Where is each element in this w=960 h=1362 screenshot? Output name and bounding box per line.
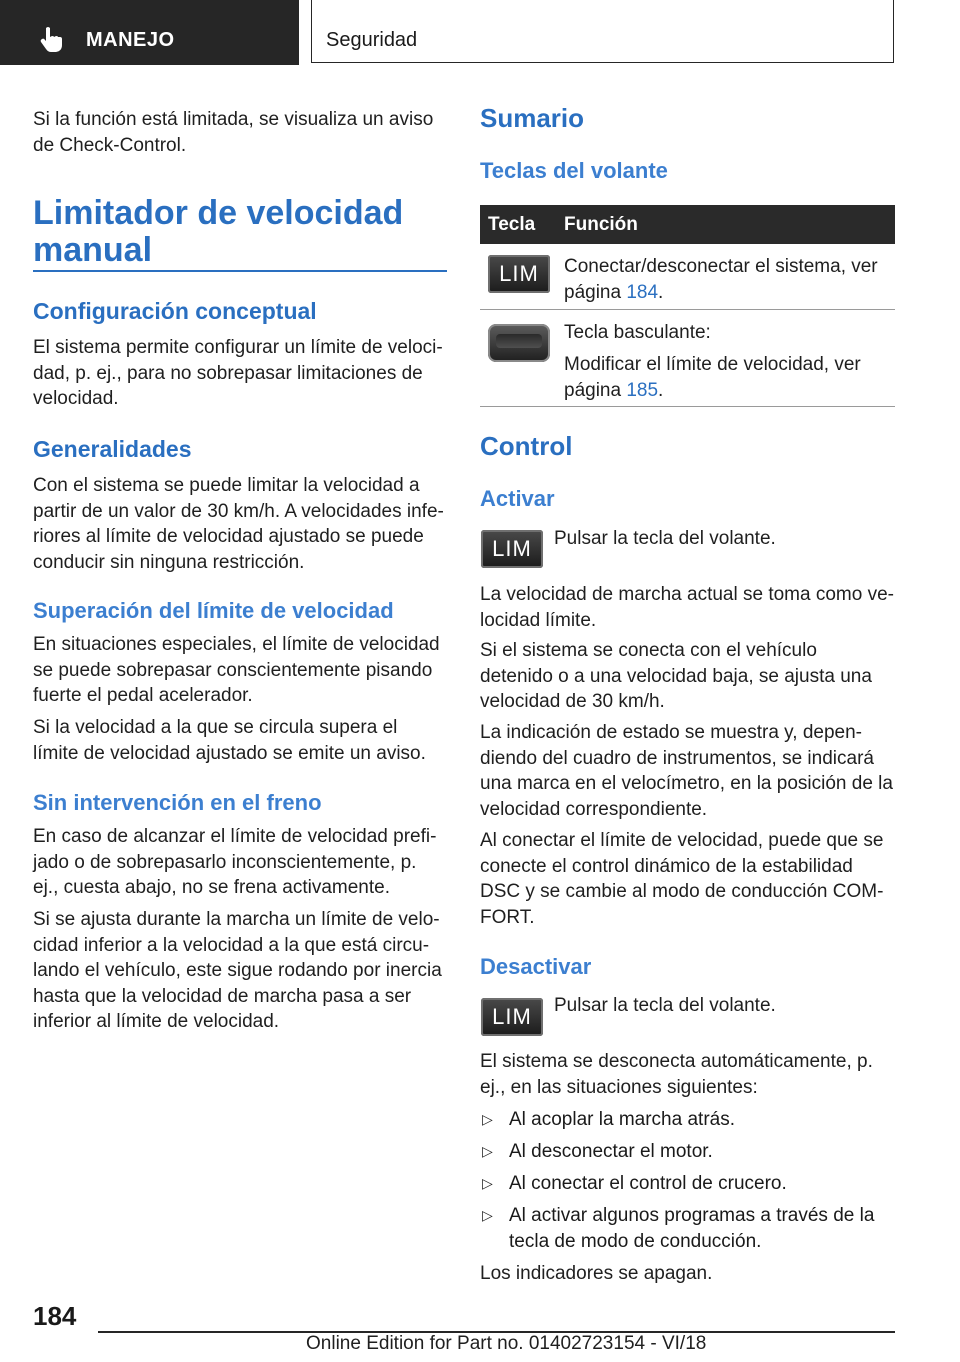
row1-function: Conectar/desconectar el sistema, ver página 184.: [564, 256, 878, 303]
keys-table: [480, 205, 895, 407]
list-item-text: Al desconectar el motor.: [509, 1141, 713, 1162]
lim-button-icon: LIM: [481, 530, 543, 568]
heading-brake: Sin intervención en el freno: [33, 790, 322, 815]
table-row: [480, 244, 895, 310]
triangle-bullet-icon: ▷: [482, 1207, 493, 1223]
heading-deactivate: Desactivar: [480, 954, 592, 979]
row2-function: Modificar el límite de velocidad, ver página 185.: [564, 354, 861, 401]
heading-general: Generalidades: [33, 436, 192, 462]
text-deactivate: Pulsar la tecla del volante.: [554, 995, 776, 1016]
text-activate-1: La velocidad de marcha actual se toma como velocidad límite.: [480, 584, 894, 631]
chapter-label: Seguridad: [326, 29, 418, 51]
text-end: Los indicadores se apagan.: [480, 1263, 713, 1284]
chapter-header: [311, 0, 894, 63]
rocker-switch-icon: [488, 324, 550, 362]
text-exceed-1: En situaciones especiales, el límite de velocidad se puede sobrepasar conscientemente pisando fuerte el pedal acelerador.: [33, 634, 440, 706]
lim-button-icon: LIM: [488, 255, 550, 293]
text-activate-3: La indicación de estado se muestra y, dependiendo del cuadro de instrumentos, se indicará una marca en el velocímetro, en la posición de la velocidad correspondiente.: [480, 722, 893, 820]
lim-button-icon: LIM: [481, 998, 543, 1036]
row1-text: Conectar/desconectar el sistema, ver página: [564, 256, 878, 303]
table-header: [480, 205, 895, 244]
text-activate-2: Si el sistema se conecta con el vehículo detenido o a una velocidad baja, se ajusta una velocidad de 30 km/h.: [480, 640, 872, 712]
section-tab: [0, 0, 299, 65]
page-number: 184: [33, 1301, 77, 1331]
text-brake-1: En caso de alcanzar el límite de velocidad prefijado o de sobrepasarlo inconscientemente, p. ej., cuesta abajo, no se frena activamente.: [33, 826, 437, 898]
heading-control: Control: [480, 431, 573, 461]
edition-note: Online Edition for Part no. 01402723154 - VI/18: [306, 1333, 707, 1354]
hand-pointer-icon: [40, 26, 64, 52]
heading-keys: Teclas del volante: [480, 158, 668, 183]
intro-text: Si la función está limitada, se visualiza un aviso de Check-Control.: [33, 109, 434, 156]
heading-concept: Configuración conceptual: [33, 298, 317, 324]
page-link-185[interactable]: 185: [626, 379, 659, 401]
triangle-bullet-icon: ▷: [482, 1175, 493, 1191]
row2-label: Tecla basculante:: [564, 322, 711, 343]
row2-text: Modificar el límite de velocidad, ver página: [564, 354, 861, 401]
heading-summary: Sumario: [480, 103, 585, 133]
list-item-text: Al conectar el control de crucero.: [509, 1173, 787, 1194]
text-activate: Pulsar la tecla del volante.: [554, 528, 776, 549]
text-general: Con el sistema se puede limitar la velocidad a partir de un valor de 30 km/h. A velocidades inferiores al límite de velocidad ajustado se puede conducir sin ninguna restricción.: [33, 475, 444, 573]
text-concept: El sistema permite configurar un límite de velocidad, p. ej., para no sobrepasar limitaciones de velocidad.: [33, 337, 443, 409]
text-activate-4: Al conectar el límite de velocidad, puede que se conecte el control dinámico de la estabilidad DSC y se cambie al modo de conducción COMFORT.: [480, 830, 884, 928]
text-brake-2: Si se ajusta durante la marcha un límite de velocidad inferior a la velocidad a la que está circulando el vehículo, este sigue rodando por inercia hasta que la velocidad de marcha pasa a ser inferior al límite de velocidad.: [33, 909, 442, 1032]
list-item-text: Al activar algunos programas a través de la tecla de modo de conducción.: [509, 1205, 875, 1252]
heading-activate: Activar: [480, 486, 555, 511]
table-row: [480, 310, 895, 407]
section-label: MANEJO: [86, 29, 175, 51]
text-deactivate-1: El sistema se desconecta automáticamente, p. ej., en las situaciones siguientes:: [480, 1051, 873, 1098]
title-rule: [33, 270, 447, 272]
page-link-184[interactable]: 184: [626, 281, 659, 303]
page-title: Limitador de velocidad manual: [33, 194, 404, 269]
col-header-function: Función: [564, 214, 638, 235]
text-exceed-2: Si la velocidad a la que se circula supera el límite de velocidad ajustado se emite un aviso.: [33, 717, 426, 764]
triangle-bullet-icon: ▷: [482, 1143, 493, 1159]
heading-exceed: Superación del límite de velocidad: [33, 598, 394, 623]
col-header-key: Tecla: [488, 214, 536, 235]
list-item-text: Al acoplar la marcha atrás.: [509, 1109, 735, 1130]
triangle-bullet-icon: ▷: [482, 1111, 493, 1127]
